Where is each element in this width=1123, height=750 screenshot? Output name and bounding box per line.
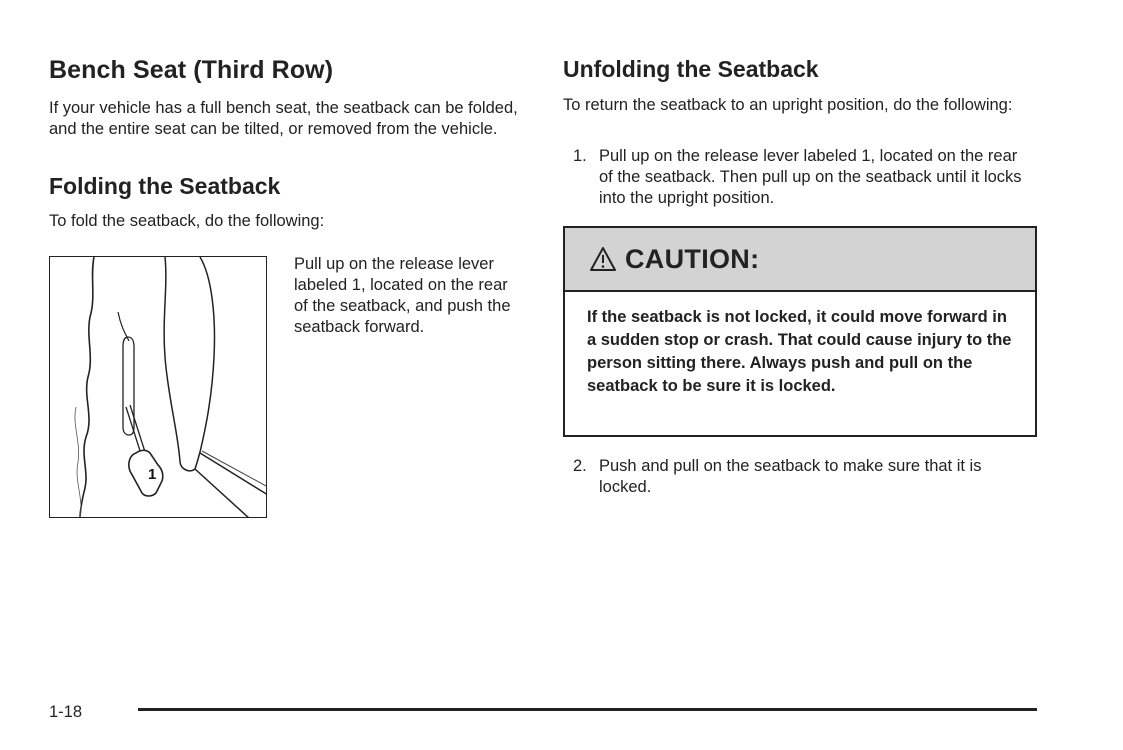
page-number: 1-18 [49,703,83,721]
folding-intro: To fold the seatback, do the following: [49,212,325,230]
step-2 [573,456,1038,498]
warning-triangle-icon [589,246,617,272]
step-number: 2. [573,457,587,475]
lever-number-label: 1 [148,466,157,483]
caution-header [565,228,1035,292]
caution-box [563,226,1037,437]
step-number: 1. [573,147,587,165]
figure-caption: Pull up on the release lever labeled 1, located on the rear of the seatback, and push the seatback forward. [294,255,511,336]
step-text: Pull up on the release lever labeled 1, located on the rear of the seatback. Then pull up on the seatback until it locks into the upright position. [599,147,1022,207]
unfolding-heading: Unfolding the Seatback [563,56,819,82]
step-1 [573,146,1038,209]
step-text: Push and pull on the seatback to make sure that it is locked. [599,457,982,496]
page-title: Bench Seat (Third Row) [49,56,334,84]
folding-heading: Folding the Seatback [49,173,281,199]
intro-paragraph: If your vehicle has a full bench seat, the seatback can be folded, and the entire seat can be tilted, or removed from the vehicle. [49,99,518,138]
caution-title: CAUTION: [625,243,760,274]
seatback-lever-illustration [49,256,267,518]
caution-text: If the seatback is not locked, it could move forward in a sudden stop or crash. That could cause injury to the person sitting there. Always push and pull on the seatback to be sure it is locked. [587,308,1012,395]
footer-rule [138,708,1037,711]
unfolding-intro: To return the seatback to an upright position, do the following: [563,96,1013,114]
